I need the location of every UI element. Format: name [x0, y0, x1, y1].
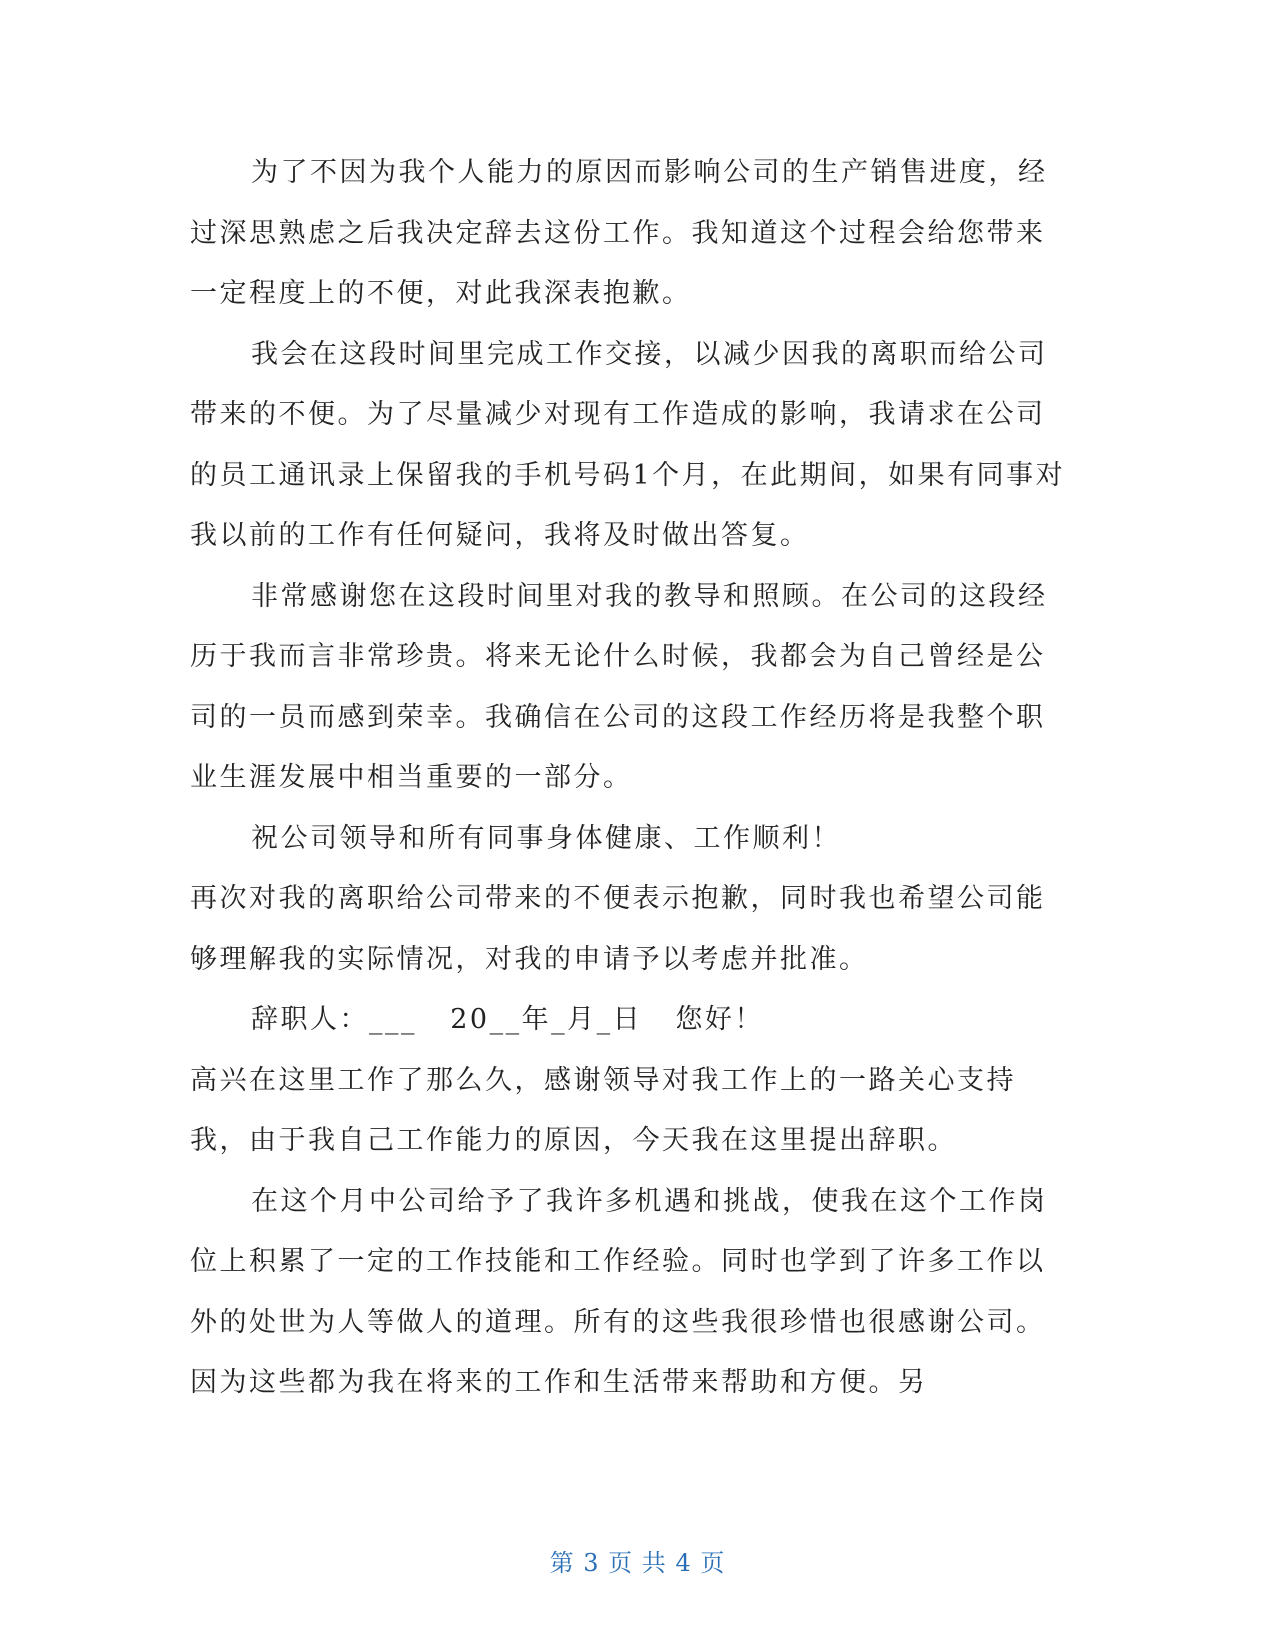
paragraph-5: 再次对我的离职给公司带来的不便表示抱歉，同时我也希望公司能够理解我的实际情况，对我的申请予以考虑并批准。	[190, 883, 1046, 975]
paragraph-4: 祝公司领导和所有同事身体健康、工作顺利！	[251, 822, 841, 854]
paragraph-8: 在这个月中公司给予了我许多机遇和挑战，使我在这个工作岗位上积累了一定的工作技能和工作经验。同时也学到了许多工作以外的处世为人等做人的道理。所有的这些我很珍惜也很感谢公司。因为这些都为我在将来的工作和生活带来帮助和方便。另	[190, 1185, 1048, 1398]
paragraph-7: 高兴在这里工作了那么久，感谢领导对我工作上的一路关心支持我，由于我自己工作能力的原因，今天我在这里提出辞职。	[190, 1064, 1016, 1156]
paragraph-2: 我会在这段时间里完成工作交接，以减少因我的离职而给公司带来的不便。为了尽量减少对现有工作造成的影响，我请求在公司的员工通讯录上保留我的手机号码1个月，在此期间，如果有同事对我以前的工作有任何疑问，我将及时做出答复。	[190, 338, 1066, 551]
page-number-footer: 第 3 页 共 4 页	[549, 1549, 726, 1577]
paragraph-3: 非常感谢您在这段时间里对我的教导和照顾。在公司的这段经历于我而言非常珍贵。将来无论什么时候，我都会为自己曾经是公司的一员而感到荣幸。我确信在公司的这段工作经历将是我整个职业生涯发展中相当重要的一部分。	[190, 580, 1048, 793]
document-body	[190, 143, 1070, 1414]
paragraph-1: 为了不因为我个人能力的原因而影响公司的生产销售进度，经过深思熟虑之后我决定辞去这份工作。我知道这个过程会给您带来一定程度上的不便，对此我深表抱歉。	[190, 157, 1048, 309]
paragraph-6-signature-line: 辞职人：___ 20__年_月_日 您好！	[251, 1004, 764, 1035]
